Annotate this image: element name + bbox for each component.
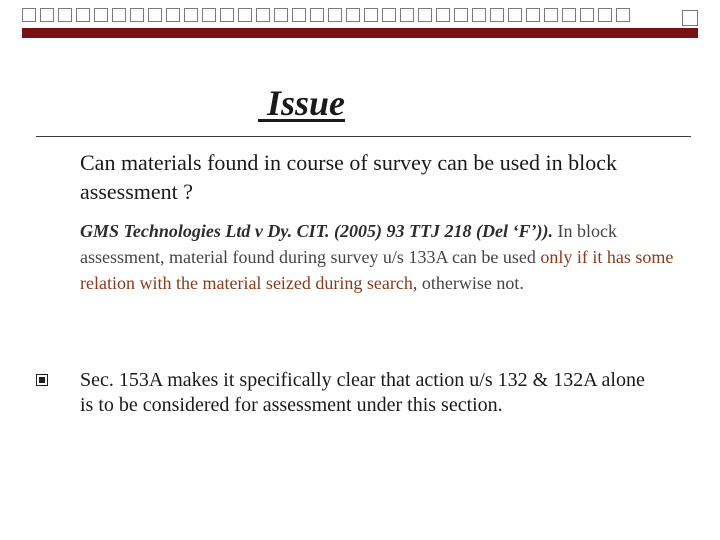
issue-question: Can materials found in course of survey can be used in block assessment ? xyxy=(80,150,618,204)
square-icon xyxy=(580,8,594,22)
square-icon xyxy=(22,8,36,22)
square-icon xyxy=(238,8,252,22)
square-icon xyxy=(148,8,162,22)
square-icon xyxy=(436,8,450,22)
square-icon xyxy=(508,8,522,22)
square-icon xyxy=(274,8,288,22)
case-highlight: only if it has some relation with the material seized during search xyxy=(80,247,674,293)
square-icon xyxy=(94,8,108,22)
square-icon xyxy=(256,8,270,22)
slide-title: Issue xyxy=(258,83,346,123)
case-citation: GMS Technologies Ltd v Dy. CIT. (2005) 93 TTJ 218 (Del ‘F’)). xyxy=(80,221,553,241)
square-icon xyxy=(58,8,72,22)
square-icon xyxy=(400,8,414,22)
square-icon xyxy=(112,8,126,22)
case-reference xyxy=(80,218,680,296)
square-icon xyxy=(616,8,630,22)
case-text-2: , otherwise not. xyxy=(412,273,524,293)
square-icon xyxy=(40,8,54,22)
square-icon xyxy=(598,8,612,22)
square-icon xyxy=(544,8,558,22)
square-bullet-icon xyxy=(36,374,48,386)
square-icon xyxy=(346,8,360,22)
case-text-1: In block assessment, material found during survey u/s 133A can be used xyxy=(80,221,617,267)
square-icon xyxy=(454,8,468,22)
square-icon xyxy=(364,8,378,22)
corner-square-icon xyxy=(682,10,698,26)
square-icon xyxy=(202,8,216,22)
bullet-item xyxy=(36,368,676,418)
square-icon xyxy=(328,8,342,22)
square-icon xyxy=(472,8,486,22)
square-icon xyxy=(562,8,576,22)
square-icon xyxy=(76,8,90,22)
square-icon xyxy=(184,8,198,22)
title-divider xyxy=(36,136,691,137)
square-icon xyxy=(418,8,432,22)
square-icon xyxy=(526,8,540,22)
square-icon xyxy=(220,8,234,22)
square-icon xyxy=(310,8,324,22)
square-icon xyxy=(292,8,306,22)
decorative-squares xyxy=(22,8,634,24)
square-icon xyxy=(130,8,144,22)
square-icon xyxy=(166,8,180,22)
square-icon xyxy=(490,8,504,22)
bullet-text: Sec. 153A makes it specifically clear that action u/s 132 & 132A alone is to be considered for assessment under this section. xyxy=(80,369,645,416)
header-accent-bar xyxy=(22,28,698,38)
square-icon xyxy=(382,8,396,22)
